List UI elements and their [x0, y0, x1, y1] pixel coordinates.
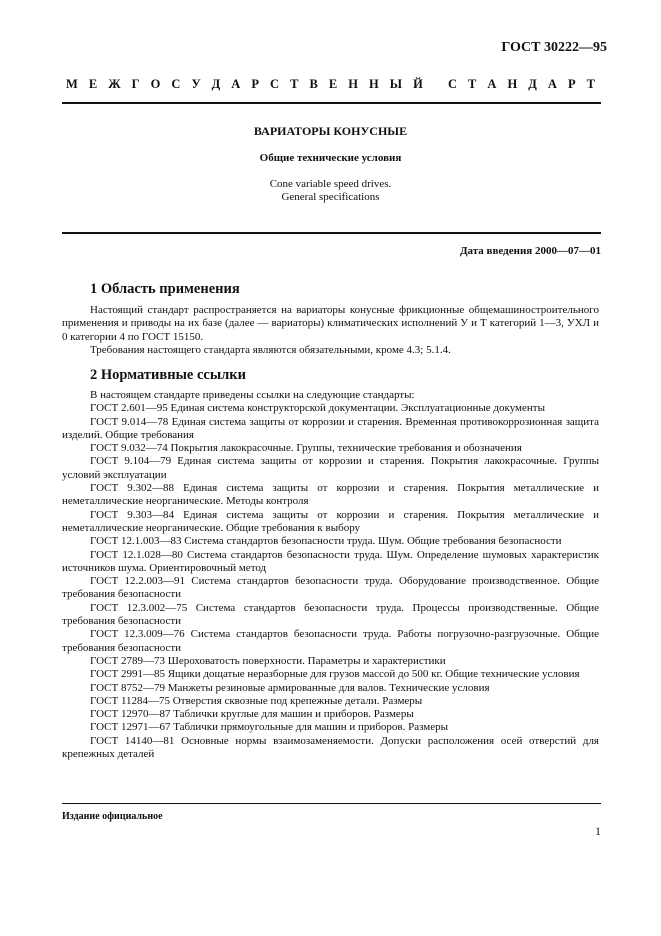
- reference-item: ГОСТ 12970—87 Таблички круглые для машин и приборов. Размеры: [90, 708, 414, 721]
- reference-item: ГОСТ 2.601—95 Единая система конструкторской документации. Эксплуатационные документы: [90, 402, 545, 415]
- banner-letter: С: [171, 77, 181, 91]
- standard-number: ГОСТ 30222—95: [501, 40, 607, 55]
- interstate-standard-banner: [66, 77, 595, 92]
- title-divider: [62, 232, 601, 234]
- banner-letter: Н: [507, 77, 518, 91]
- banner-letter: А: [547, 77, 557, 91]
- page-number: 1: [595, 824, 601, 838]
- paragraph: Требования настоящего стандарта являются обязательными, кроме 4.3; 5.1.4.: [90, 343, 451, 356]
- banner-letter: Т: [586, 77, 595, 91]
- section-2-body: [62, 389, 599, 761]
- section-2-heading: 2 Нормативные ссылки: [90, 367, 246, 383]
- reference-item: ГОСТ 12.3.009—76 Система стандартов безопасности труда. Работы погрузочно-разгрузочные. Общие требования безопасности: [62, 628, 599, 654]
- banner-letter: М: [66, 77, 78, 91]
- banner-letter: Е: [328, 77, 338, 91]
- banner-word-gap: [434, 77, 437, 92]
- reference-item: ГОСТ 9.104—79 Единая система защиты от коррозии и старения. Покрытия лакокрасочные. Группы условий эксплуатации: [62, 455, 599, 481]
- reference-item: ГОСТ 11284—75 Отверстия сквозные под крепежные детали. Размеры: [90, 694, 423, 707]
- english-title-line1: Cone variable speed drives.: [269, 178, 392, 190]
- reference-item: ГОСТ 9.303—84 Единая система защиты от коррозии и старения. Покрытия металлические и неметаллические неорганические. Общие требования к выбору: [62, 508, 599, 534]
- banner-letter: Н: [348, 77, 358, 91]
- banner-letter: Й: [413, 77, 423, 91]
- reference-item: ГОСТ 8752—79 Манжеты резиновые армированные для валов. Технические условия: [90, 681, 490, 694]
- banner-letter: А: [487, 77, 497, 91]
- reference-item: ГОСТ 12.1.003—83 Система стандартов безопасности труда. Шум. Общие требования безопасности: [90, 535, 562, 548]
- reference-item: ГОСТ 2991—85 Ящики дощатые неразборные для грузов массой до 500 кг. Общие технические условия: [90, 668, 580, 681]
- reference-item: ГОСТ 12971—67 Таблички прямоугольные для машин и приборов. Размеры: [90, 721, 449, 734]
- banner-letter: Р: [251, 77, 259, 91]
- introduction-date: Дата введения 2000—07—01: [459, 245, 601, 257]
- banner-letter: Р: [567, 77, 576, 91]
- banner-letter: Н: [368, 77, 379, 91]
- banner-letter: О: [150, 77, 161, 91]
- paragraph: В настоящем стандарте приведены ссылки на следующие стандарты:: [90, 389, 415, 401]
- reference-item: ГОСТ 2789—73 Шероховатость поверхности. Параметры и характеристики: [90, 654, 446, 667]
- reference-item: ГОСТ 12.3.002—75 Система стандартов безопасности труда. Процессы производственные. Общие требования безопасности: [62, 601, 599, 628]
- reference-item: ГОСТ 9.014—78 Единая система защиты от коррозии и старения. Временная противокоррозионная защита изделий. Общие требования: [62, 415, 599, 441]
- paragraph: Настоящий стандарт распространяется на вариаторы конусные фрикционные общемашиностроительного применения и приводы на их базе (далее — вариаторы) климатических исполнений У и Т категорий 1—3, УХЛ и 0 категории 4 по ГОСТ 15150.: [62, 304, 599, 343]
- english-title-line2: General specifications: [281, 191, 380, 203]
- edition-label: Издание официальное: [62, 811, 163, 822]
- section-1-body: [62, 304, 599, 357]
- banner-letter: Ж: [108, 77, 121, 91]
- section-1-heading: 1 Область применения: [90, 281, 240, 297]
- banner-letter: Ы: [389, 77, 403, 91]
- english-title: [0, 178, 661, 204]
- reference-item: ГОСТ 14140—81 Основные нормы взаимозаменяемости. Допуски расположения осей отверстий для крепежных деталей: [62, 734, 599, 761]
- banner-letter: Т: [290, 77, 299, 91]
- reference-item: ГОСТ 12.2.003—91 Система стандартов безопасности труда. Оборудование производственное. Общие требования безопасности: [62, 575, 599, 601]
- reference-item: ГОСТ 9.032—74 Покрытия лакокрасочные. Группы, технические требования и обозначения: [90, 442, 522, 455]
- banner-letter: Т: [468, 77, 477, 91]
- banner-letter: А: [231, 77, 241, 91]
- banner-letter: С: [447, 77, 458, 91]
- banner-letter: Е: [88, 77, 98, 91]
- banner-letter: С: [270, 77, 280, 91]
- document-title: ВАРИАТОРЫ КОНУСНЫЕ: [253, 124, 408, 138]
- banner-letter: Г: [131, 77, 140, 91]
- banner-letter: В: [309, 77, 318, 91]
- footer-divider: [62, 803, 601, 804]
- reference-item: ГОСТ 9.302—88 Единая система защиты от коррозии и старения. Покрытия металлические и неметаллические неорганические. Методы контроля: [62, 482, 599, 508]
- banner-letter: Д: [211, 77, 221, 91]
- reference-item: ГОСТ 12.1.028—80 Система стандартов безопасности труда. Шум. Определение шумовых характеристик источников шума. Ориентировочный метод: [62, 548, 599, 574]
- banner-letter: У: [191, 77, 201, 91]
- top-divider: [62, 102, 601, 104]
- document-subtitle: Общие технические условия: [259, 152, 402, 164]
- banner-letter: Д: [528, 77, 537, 91]
